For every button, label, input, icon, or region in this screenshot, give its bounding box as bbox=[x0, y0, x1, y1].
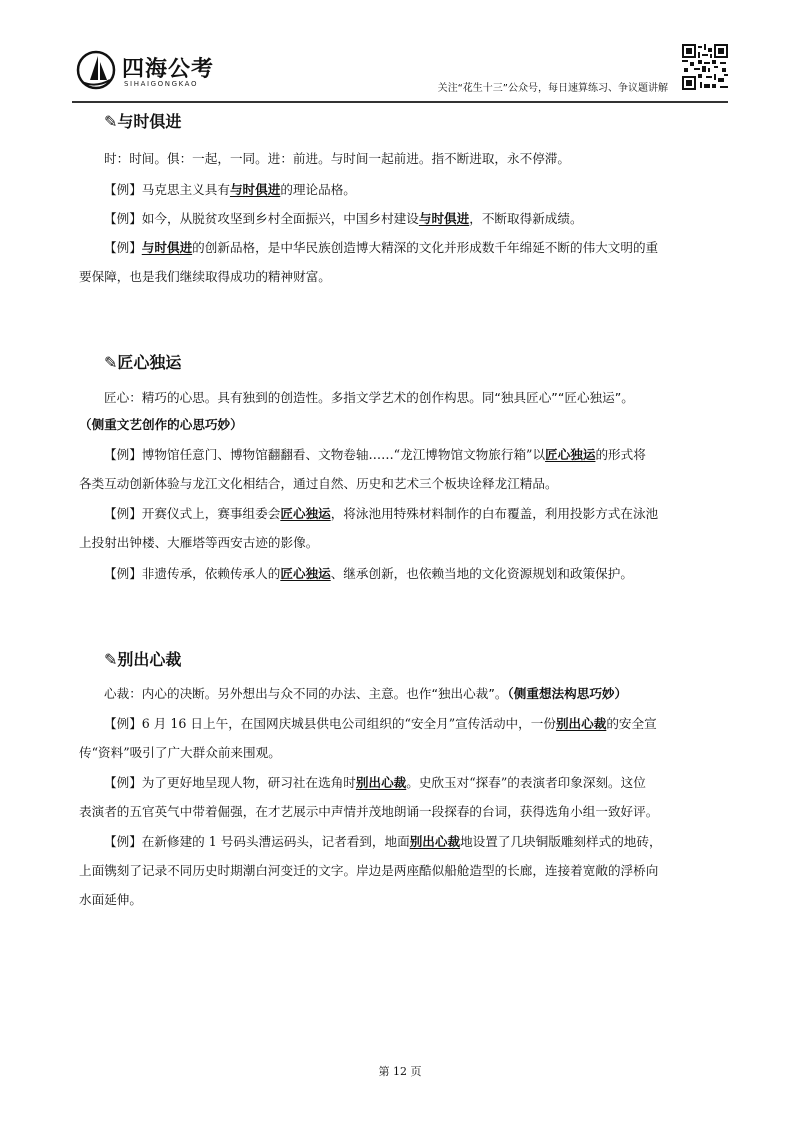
example-line: 【例】开赛仪式上，赛事组委会匠心独运，将泳池用特殊材料制作的白布覆盖，利用投影方式在泳池 bbox=[104, 506, 659, 521]
example-continuation: 水面延伸。 bbox=[79, 892, 142, 907]
example-line: 【例】如今，从脱贫攻坚到乡村全面振兴，中国乡村建设与时俱进，不断取得新成绩。 bbox=[104, 211, 583, 226]
section-title: ✎与时俱进 bbox=[104, 112, 182, 131]
header-slogan: 关注“花生十三”公众号，每日速算练习、争议题讲解 bbox=[437, 83, 668, 94]
sailboat-logo-icon bbox=[76, 50, 116, 90]
page-number: 第 12 页 bbox=[378, 1065, 422, 1078]
example-line: 【例】为了更好地呈现人物，研习社在选角时别出心裁。史欣玉对“探春”的表演者印象深刻。这位 bbox=[104, 775, 646, 790]
section-title: ✎别出心裁 bbox=[104, 650, 182, 669]
example-continuation: 上面镌刻了记录不同历史时期潮白河变迁的文字。岸边是两座酷似船舱造型的长廊，连接着宽敞的浮桥向 bbox=[79, 863, 659, 878]
idiom-keyword: 与时俱进 bbox=[418, 211, 470, 226]
idiom-keyword: 别出心裁 bbox=[555, 716, 607, 731]
example-line: 【例】马克思主义具有与时俱进的理论品格。 bbox=[104, 182, 356, 197]
example-continuation: 传“资料”吸引了广大群众前来围观。 bbox=[79, 745, 281, 760]
idiom-keyword: 匠心独运 bbox=[280, 506, 331, 521]
qr-code-icon bbox=[682, 44, 728, 90]
example-line: 【例】6 月 16 日上午，在国网庆城县供电公司组织的“安全月”宣传活动中，一份别出心裁的安全宣 bbox=[104, 716, 657, 731]
brand-name: 四海公考 bbox=[122, 57, 215, 82]
page-header bbox=[72, 42, 728, 98]
idiom-keyword: 与时俱进 bbox=[229, 182, 281, 197]
example-line: 【例】博物馆任意门、博物馆翻翻看、文物卷轴……“龙江博物馆文物旅行箱”以匠心独运的形式将 bbox=[104, 447, 646, 462]
idiom-keyword: 匠心独运 bbox=[280, 566, 331, 581]
idiom-keyword: 别出心裁 bbox=[409, 834, 461, 849]
example-continuation: 各类互动创新体验与龙江文化相结合，通过自然、历史和艺术三个板块诠释龙江精品。 bbox=[79, 476, 558, 491]
example-line: 【例】在新修建的 1 号码头漕运码头，记者看到，地面别出心裁地设置了几块铜版雕刻样式的地砖， bbox=[104, 834, 662, 849]
usage-note: （侧重想法构思巧妙） bbox=[507, 686, 628, 701]
definition-text: 匠心：精巧的心思。具有独到的创造性。多指文学艺术的创作构思。同“独具匠心”“匠心独运”。 bbox=[104, 390, 634, 405]
example-continuation: 上投射出钟楼、大雁塔等西安古迹的影像。 bbox=[79, 535, 319, 550]
example-continuation: 表演者的五官英气中带着倔强，在才艺展示中声情并茂地朗诵一段探春的台词，获得选角小组一致好评。 bbox=[79, 804, 659, 819]
usage-note: （侧重文艺创作的心思巧妙） bbox=[79, 417, 243, 432]
brand-subtitle: SIHAIGONGKAO bbox=[124, 80, 199, 88]
definition-line bbox=[104, 683, 627, 702]
idiom-keyword: 匠心独运 bbox=[545, 447, 596, 462]
idiom-keyword: 与时俱进 bbox=[141, 240, 193, 255]
section-title: ✎匠心独运 bbox=[104, 353, 182, 372]
example-continuation: 要保障，也是我们继续取得成功的精神财富。 bbox=[79, 269, 331, 284]
definition-text: 时：时间。俱：一起，一同。进：前进。与时间一起前进。指不断进取，永不停滞。 bbox=[104, 151, 570, 166]
definition-text: 心裁：内心的决断。另外想出与众不同的办法、主意。也作“独出心裁”。 bbox=[104, 686, 508, 701]
header-divider bbox=[72, 101, 728, 103]
example-line: 【例】与时俱进的创新品格，是中华民族创造博大精深的文化并形成数千年绵延不断的伟大文明的重 bbox=[104, 240, 659, 255]
example-line: 【例】非遗传承，依赖传承人的匠心独运、继承创新，也依赖当地的文化资源规划和政策保护。 bbox=[104, 566, 633, 581]
idiom-keyword: 别出心裁 bbox=[355, 775, 407, 790]
